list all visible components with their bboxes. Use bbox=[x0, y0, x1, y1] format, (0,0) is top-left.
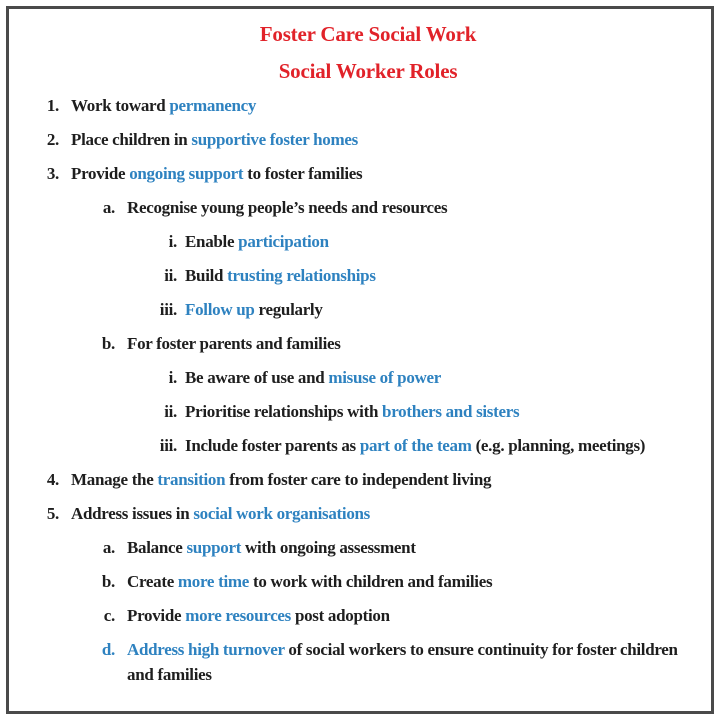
highlight-term: ongoing support bbox=[129, 164, 244, 183]
text-segment: of social workers to ensure continuity for foster children and families bbox=[127, 640, 678, 684]
list-item-text bbox=[185, 229, 697, 254]
document-frame bbox=[6, 6, 714, 714]
list-item-text bbox=[127, 603, 697, 628]
list-item-text bbox=[127, 569, 697, 594]
roles-outline-list bbox=[39, 93, 697, 687]
highlight-term: part of the team bbox=[359, 436, 472, 455]
text-segment: Include foster parents as bbox=[185, 436, 360, 455]
list-item bbox=[95, 331, 697, 356]
highlight-term: participation bbox=[238, 232, 329, 251]
text-segment: Enable bbox=[185, 232, 239, 251]
list-marker: i. bbox=[168, 368, 177, 387]
list-item-text bbox=[71, 161, 697, 186]
list-item bbox=[139, 399, 697, 424]
list-item-text bbox=[127, 535, 697, 560]
text-segment: Build bbox=[185, 266, 228, 285]
list-item bbox=[39, 501, 697, 526]
highlight-term: social work organisations bbox=[193, 504, 370, 523]
text-segment: to foster families bbox=[243, 164, 363, 183]
list-item bbox=[39, 127, 697, 152]
text-segment: Address issues in bbox=[71, 504, 194, 523]
list-marker: i. bbox=[168, 232, 177, 251]
highlight-term: trusting relationships bbox=[227, 266, 376, 285]
list-item bbox=[139, 433, 697, 458]
text-segment: Create bbox=[127, 572, 178, 591]
list-item bbox=[95, 535, 697, 560]
text-segment: Work toward bbox=[71, 96, 170, 115]
text-segment: Place children in bbox=[71, 130, 192, 149]
text-segment: Provide bbox=[71, 164, 130, 183]
list-item-text bbox=[71, 93, 697, 118]
list-marker: d. bbox=[101, 640, 115, 659]
list-marker: 1. bbox=[46, 96, 59, 115]
text-segment: For foster parents and families bbox=[127, 334, 341, 353]
page-title: Foster Care Social Work bbox=[259, 22, 477, 46]
text-segment: (e.g. planning, meetings) bbox=[471, 436, 646, 455]
highlight-term: support bbox=[186, 538, 242, 557]
list-marker: iii. bbox=[159, 300, 177, 319]
list-item-text bbox=[127, 637, 697, 687]
text-segment: regularly bbox=[254, 300, 323, 319]
list-item-text bbox=[71, 467, 697, 492]
list-item bbox=[95, 569, 697, 594]
list-item bbox=[139, 365, 697, 390]
highlight-term: Address high turnover bbox=[127, 640, 285, 659]
highlight-term: supportive foster homes bbox=[191, 130, 358, 149]
list-item-text bbox=[127, 195, 697, 220]
list-marker: b. bbox=[101, 572, 115, 591]
list-marker: c. bbox=[103, 606, 115, 625]
text-segment: with ongoing assessment bbox=[241, 538, 416, 557]
list-item bbox=[139, 297, 697, 322]
list-item-text bbox=[71, 501, 697, 526]
list-item-text bbox=[185, 433, 697, 458]
list-item bbox=[95, 603, 697, 628]
text-segment: Be aware of use and bbox=[185, 368, 329, 387]
list-marker: 5. bbox=[46, 504, 59, 523]
highlight-term: more resources bbox=[185, 606, 291, 625]
list-marker: 4. bbox=[46, 470, 59, 489]
highlight-term: more time bbox=[177, 572, 250, 591]
list-item bbox=[95, 637, 697, 687]
text-segment: from foster care to independent living bbox=[225, 470, 492, 489]
list-item bbox=[139, 263, 697, 288]
text-segment: Manage the bbox=[71, 470, 158, 489]
highlight-term: misuse of power bbox=[328, 368, 441, 387]
text-segment: to work with children and families bbox=[249, 572, 493, 591]
list-item-text bbox=[185, 399, 697, 424]
list-marker: 2. bbox=[46, 130, 59, 149]
text-segment: Provide bbox=[127, 606, 186, 625]
highlight-term: transition bbox=[157, 470, 226, 489]
text-segment: Balance bbox=[127, 538, 187, 557]
page-subtitle: Social Worker Roles bbox=[278, 59, 458, 83]
highlight-term: brothers and sisters bbox=[382, 402, 520, 421]
list-marker: a. bbox=[102, 538, 115, 557]
list-item bbox=[95, 195, 697, 220]
text-segment: post adoption bbox=[291, 606, 390, 625]
list-item bbox=[39, 161, 697, 186]
list-item-text bbox=[185, 263, 697, 288]
text-segment: Recognise young people’s needs and resources bbox=[127, 198, 448, 217]
list-marker: ii. bbox=[164, 266, 177, 285]
list-marker: iii. bbox=[159, 436, 177, 455]
list-item bbox=[139, 229, 697, 254]
list-item-text bbox=[71, 127, 697, 152]
list-item bbox=[39, 467, 697, 492]
list-marker: 3. bbox=[46, 164, 59, 183]
list-marker: a. bbox=[102, 198, 115, 217]
list-item bbox=[39, 93, 697, 118]
highlight-term: permanency bbox=[169, 96, 257, 115]
highlight-term: Follow up bbox=[185, 300, 255, 319]
list-item-text bbox=[185, 365, 697, 390]
list-item-text bbox=[127, 331, 697, 356]
text-segment: Prioritise relationships with bbox=[185, 402, 383, 421]
list-item-text bbox=[185, 297, 697, 322]
list-marker: ii. bbox=[164, 402, 177, 421]
list-marker: b. bbox=[101, 334, 115, 353]
